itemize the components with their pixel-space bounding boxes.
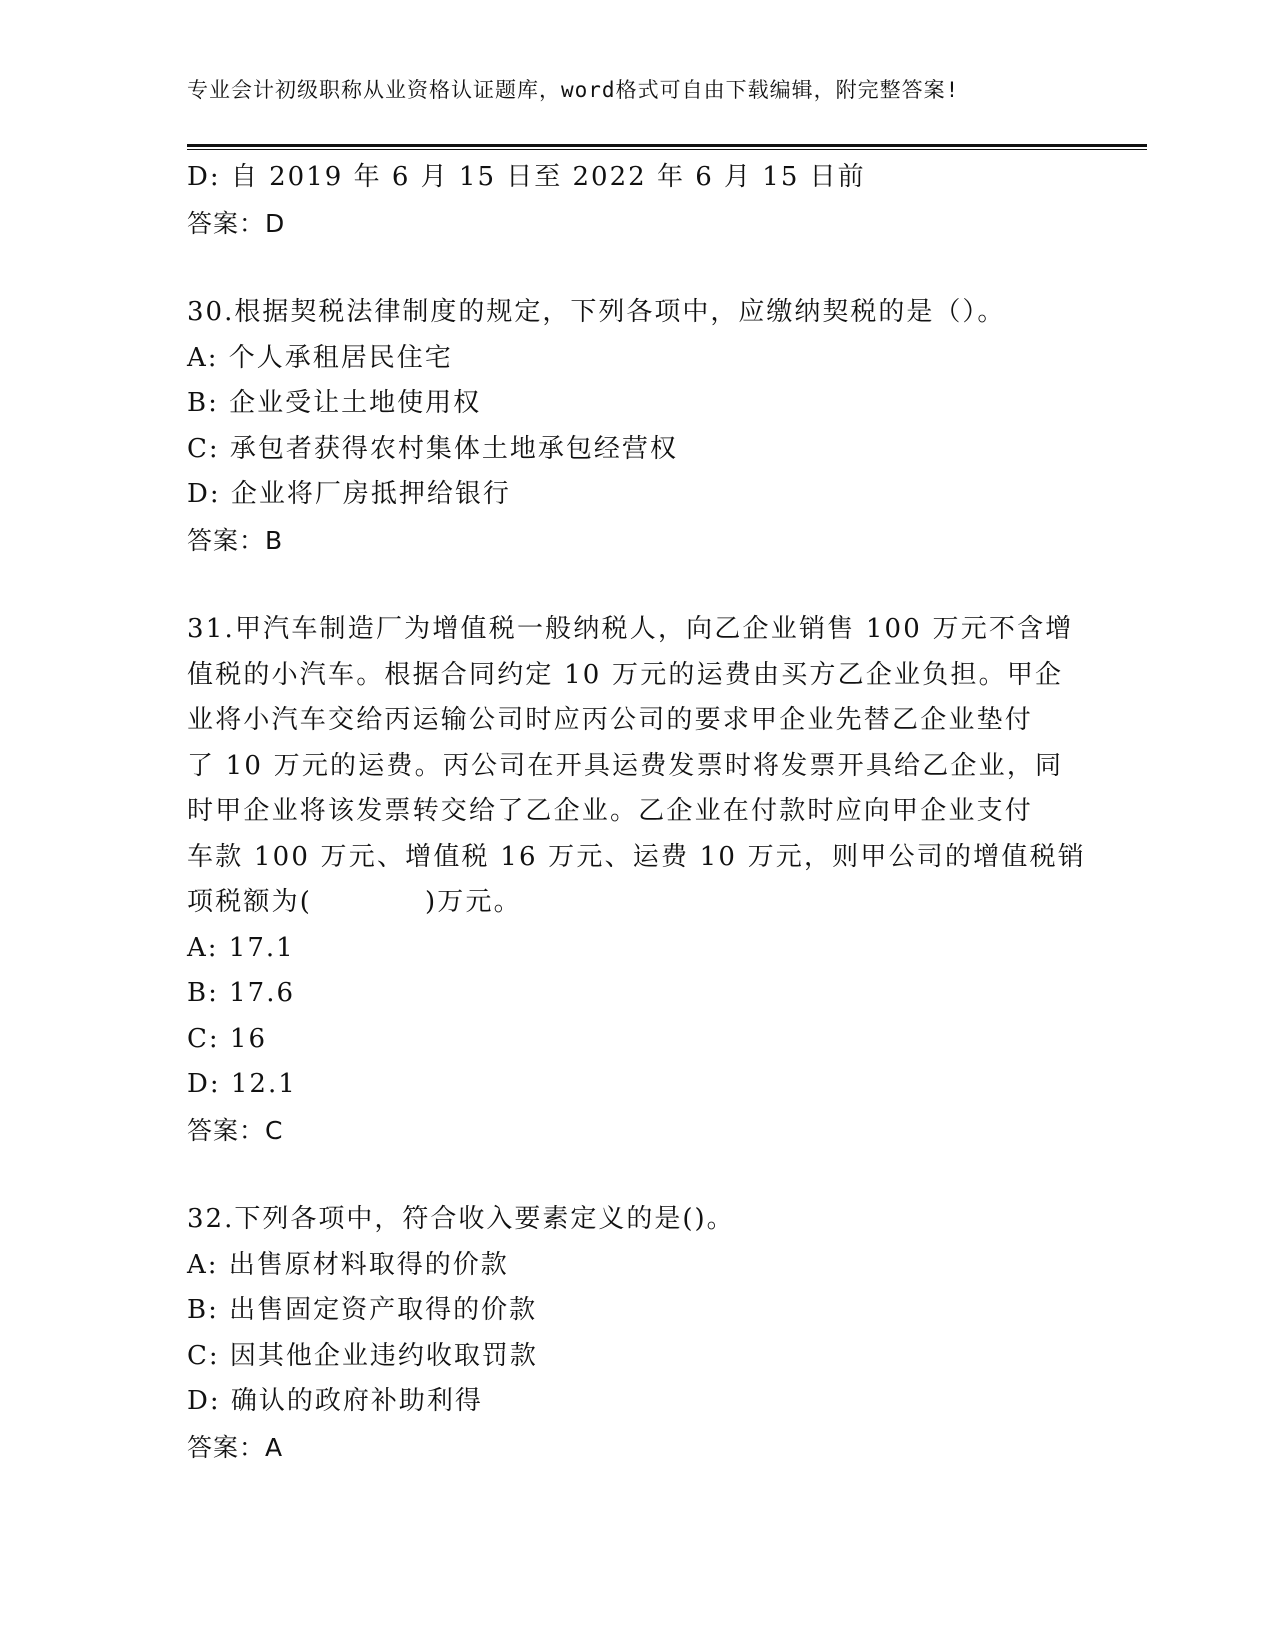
option-c: C: 16: [187, 1023, 268, 1054]
option-a: A: 出售原材料取得的价款: [187, 1249, 509, 1280]
option-b: B: 出售固定资产取得的价款: [187, 1295, 538, 1325]
option-c: C: 承包者获得农村集体土地承包经营权: [187, 433, 678, 464]
page-header-title: 专业会计初级职称从业资格认证题库，word格式可自由下载编辑，附完整答案!: [187, 78, 960, 102]
header-divider: [187, 144, 1147, 150]
question-32: [187, 1197, 1087, 1470]
question-stem: 30.根据契税法律制度的规定，下列各项中，应缴纳契税的是（）。: [187, 297, 1006, 327]
option-d: D: 12.1: [187, 1069, 297, 1099]
prev-question-option-d: D: 自 2019 年 6 月 15 日至 2022 年 6 月 15 日前: [187, 162, 866, 192]
question-30: [187, 290, 1087, 563]
option-d: D: 确认的政府补助利得: [187, 1386, 483, 1416]
prev-question-answer: 答案：D: [187, 208, 286, 238]
question-stem-line: 业将小汽车交给丙运输公司时应丙公司的要求甲企业先替乙企业垫付: [187, 705, 1034, 735]
question-stem-line: 了 10 万元的运费。丙公司在开具运费发票时将发票开具给乙企业，同: [187, 750, 1064, 781]
option-c: C: 因其他企业违约收取罚款: [187, 1340, 538, 1371]
question-stem-line: 项税额为( )万元。: [187, 887, 522, 917]
option-a: A: 个人承租居民住宅: [187, 342, 453, 373]
option-b: B: 17.6: [187, 978, 296, 1008]
question-stem-line: 时甲企业将该发票转交给了乙企业。乙企业在付款时应向甲企业支付: [187, 796, 1034, 826]
question-stem-line: 值税的小汽车。根据合同约定 10 万元的运费由买方乙企业负担。甲企: [187, 659, 1064, 690]
option-b: B: 企业受让土地使用权: [187, 388, 482, 418]
question-answer: 答案：A: [187, 1432, 284, 1462]
option-d: D: 企业将厂房抵押给银行: [187, 479, 511, 509]
question-stem-line: 车款 100 万元、增值税 16 万元、运费 10 万元，则甲公司的增值税销: [187, 841, 1086, 872]
question-answer: 答案：B: [187, 525, 284, 555]
question-31: [187, 607, 1087, 1153]
question-stem: 32.下列各项中，符合收入要素定义的是()。: [187, 1204, 735, 1234]
option-a: A: 17.1: [187, 932, 295, 963]
document-body: [187, 155, 1087, 1470]
question-answer: 答案：C: [187, 1115, 284, 1145]
question-stem-line: 31.甲汽车制造厂为增值税一般纳税人，向乙企业销售 100 万元不含增: [187, 614, 1074, 644]
